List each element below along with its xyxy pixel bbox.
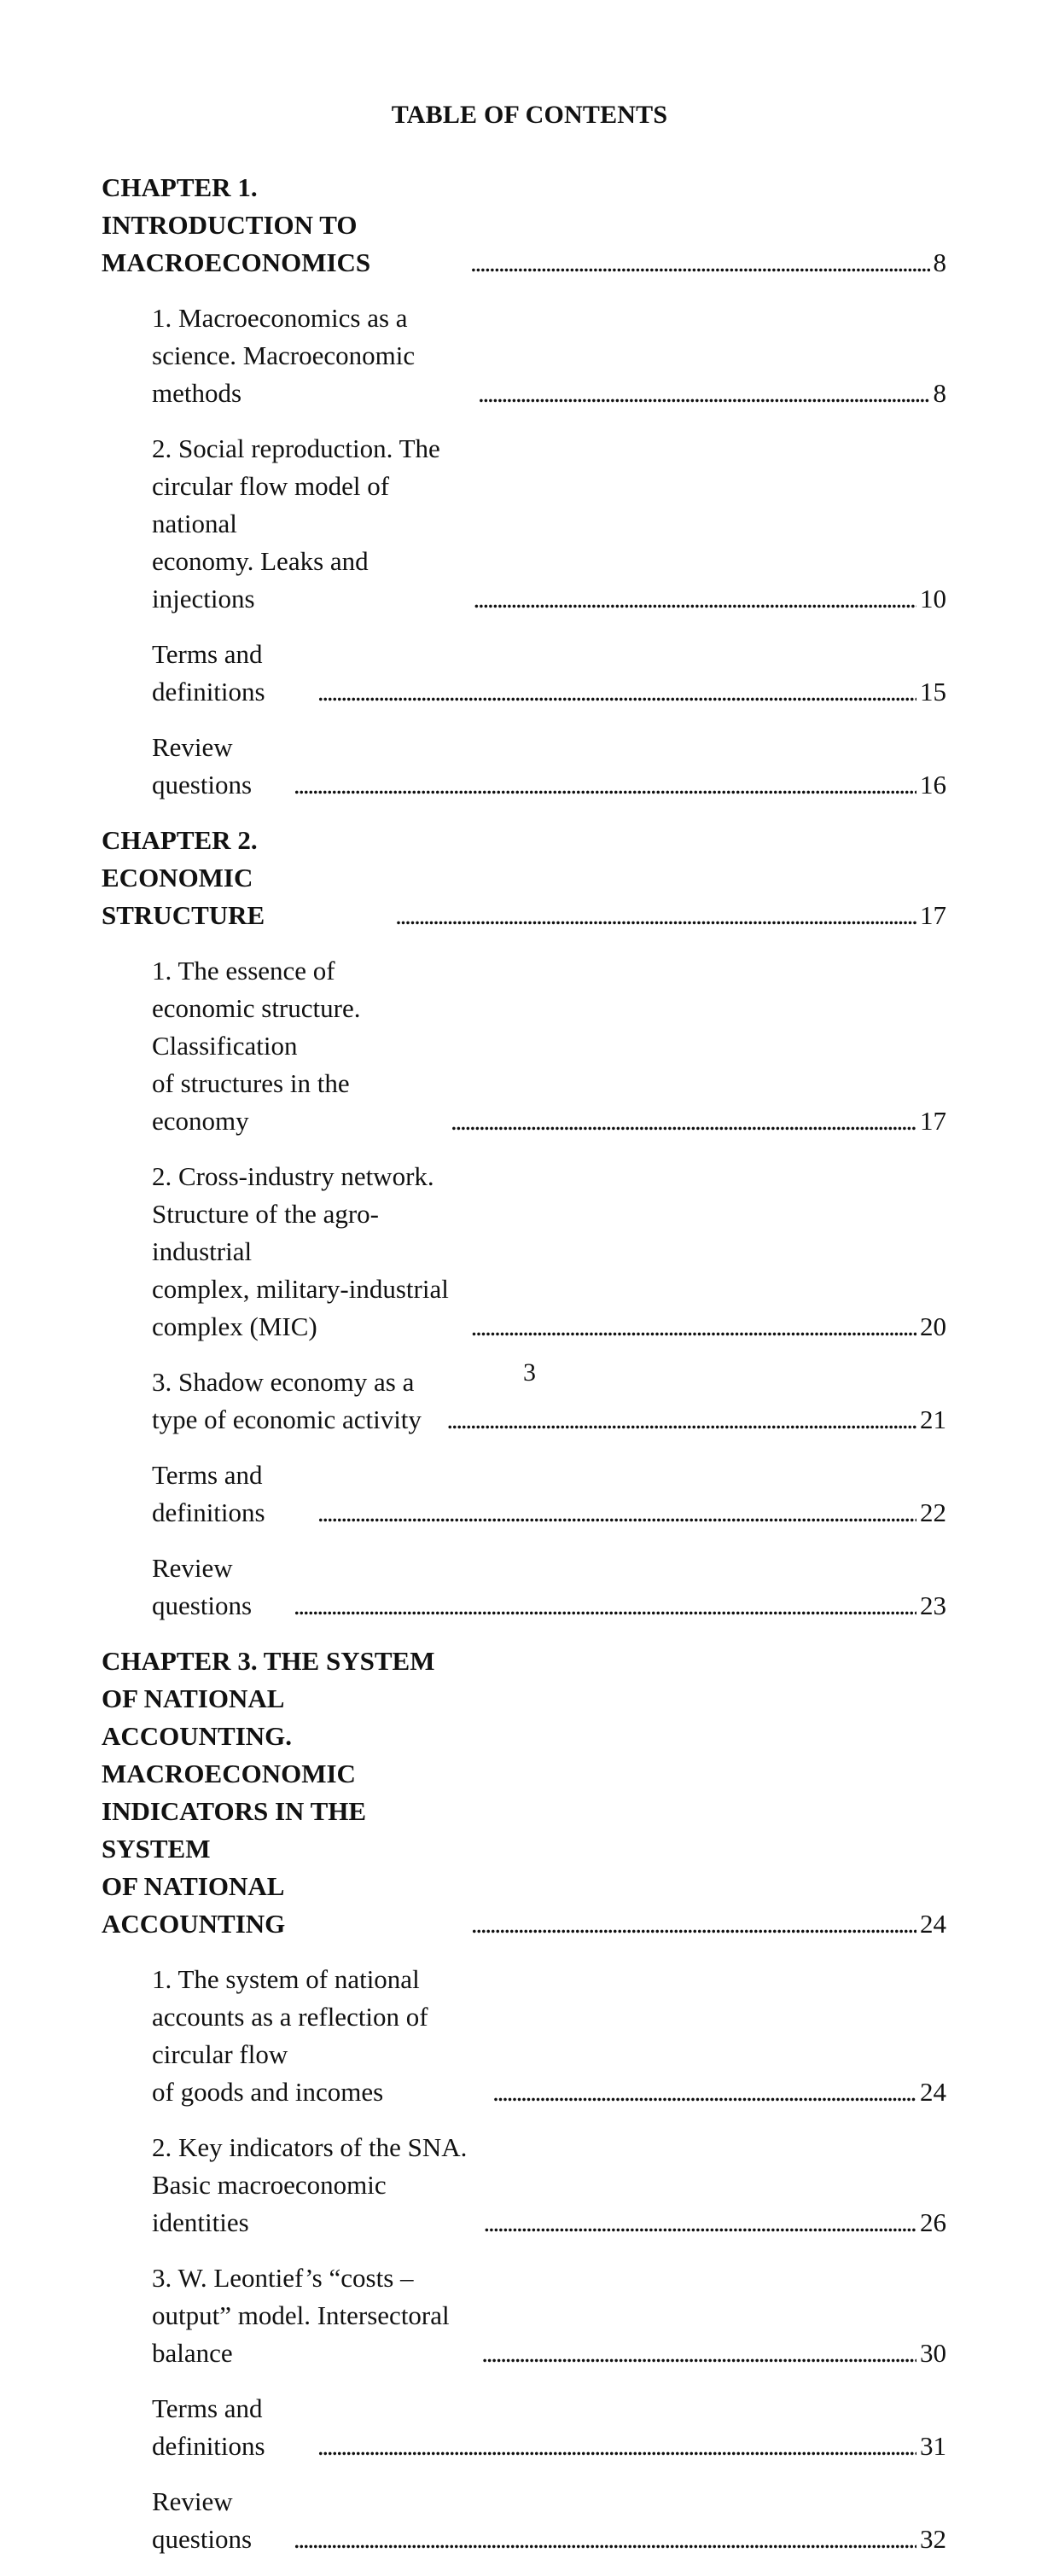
dot-leader — [395, 897, 916, 934]
toc-entry-title: 3. W. Leontief’s “costs – output” model. Intersectoral balance — [152, 2263, 450, 2368]
toc-entry-title: 1. The essence of economic structure. Classification of structures in the economy — [152, 956, 361, 1136]
page-footer-number: 3 — [523, 1358, 536, 1387]
toc-entry-title: 2. Cross-industry network. Structure of the agro-industrial complex, military-industrial complex (MIC) — [152, 1161, 449, 1341]
toc-page-number: 10 — [920, 584, 946, 613]
toc-page-number: 17 — [920, 900, 946, 930]
toc-page-number: 21 — [920, 1404, 946, 1434]
dot-leader — [471, 1308, 916, 1346]
toc-page-number: 31 — [920, 2431, 946, 2461]
dot-leader — [473, 580, 916, 618]
dot-leader — [446, 1401, 916, 1439]
toc-page-number: 24 — [920, 2077, 946, 2107]
dot-leader — [471, 1905, 916, 1943]
toc-section — [102, 1961, 946, 2111]
toc-entry-title: Terms and definitions — [152, 2393, 265, 2461]
toc-section — [102, 299, 946, 412]
toc-section — [102, 636, 946, 711]
toc-section — [102, 2483, 946, 2558]
toc-page-number: 15 — [920, 677, 946, 707]
toc-section — [102, 1158, 946, 1346]
dot-leader — [478, 375, 930, 412]
dot-leader — [481, 2335, 916, 2372]
toc-page-number: 30 — [920, 2338, 946, 2368]
dot-leader — [317, 2428, 916, 2465]
toc-page-number: 17 — [920, 1106, 946, 1136]
toc-chapter-3 — [102, 1643, 946, 1943]
toc-section — [102, 1457, 946, 1532]
toc-page-number: 32 — [920, 2524, 946, 2554]
toc-page-number: 8 — [933, 247, 946, 277]
dot-leader — [470, 244, 930, 282]
toc-entry-title: CHAPTER 2. ECONOMIC STRUCTURE — [102, 825, 265, 930]
toc-entry-title: Review questions — [152, 1553, 253, 1620]
toc-page-number: 26 — [920, 2207, 946, 2237]
dot-leader — [317, 673, 916, 711]
toc-entry-title: 3. Shadow economy as a type of economic activity — [152, 1367, 422, 1434]
toc-page-number: 8 — [933, 378, 946, 408]
toc-section — [102, 1550, 946, 1625]
toc-section — [102, 2390, 946, 2465]
page-title: TABLE OF CONTENTS — [391, 101, 668, 129]
toc-page-number: 20 — [920, 1311, 946, 1341]
toc-page-number: 23 — [920, 1590, 946, 1620]
toc-section — [102, 2129, 946, 2242]
toc-entry-title: 1. The system of national accounts as a reflection of circular flow of goods and incomes — [152, 1964, 428, 2107]
toc-page-number: 24 — [920, 1909, 946, 1939]
toc-entry-title: 2. Social reproduction. The circular flow model of national economy. Leaks and injections — [152, 433, 440, 613]
toc-section — [102, 430, 946, 618]
toc-entry-title: Review questions — [152, 732, 253, 800]
dot-leader — [483, 2204, 916, 2242]
dot-leader — [492, 2073, 916, 2111]
toc-entry-title: Terms and definitions — [152, 639, 265, 707]
toc-chapter-2 — [102, 822, 946, 934]
toc-section — [102, 952, 946, 1140]
toc-page-number: 22 — [920, 1497, 946, 1527]
toc-section — [102, 2259, 946, 2372]
dot-leader — [317, 1494, 916, 1532]
toc-entry-title: 1. Macroeconomics as a science. Macroeconomic methods — [152, 303, 416, 408]
dot-leader — [451, 1102, 916, 1140]
toc-entry-title: CHAPTER 3. THE SYSTEM OF NATIONAL ACCOUNTING. MACROECONOMIC INDICATORS IN THE SYSTEM OF NATIONAL ACCOUNTING — [102, 1646, 435, 1939]
toc-section — [102, 729, 946, 804]
dot-leader — [294, 1587, 916, 1625]
toc-entry-title: Terms and definitions — [152, 1460, 265, 1527]
toc-entry-title: CHAPTER 1. INTRODUCTION TO MACROECONOMICS — [102, 172, 371, 277]
toc-entry-title: Review questions — [152, 2486, 253, 2554]
dot-leader — [294, 766, 916, 804]
toc-entry-title: 2. Key indicators of the SNA. Basic macroeconomic identities — [152, 2132, 468, 2237]
dot-leader — [294, 2521, 916, 2558]
toc-chapter-1 — [102, 169, 946, 282]
toc-page-number: 16 — [920, 770, 946, 800]
